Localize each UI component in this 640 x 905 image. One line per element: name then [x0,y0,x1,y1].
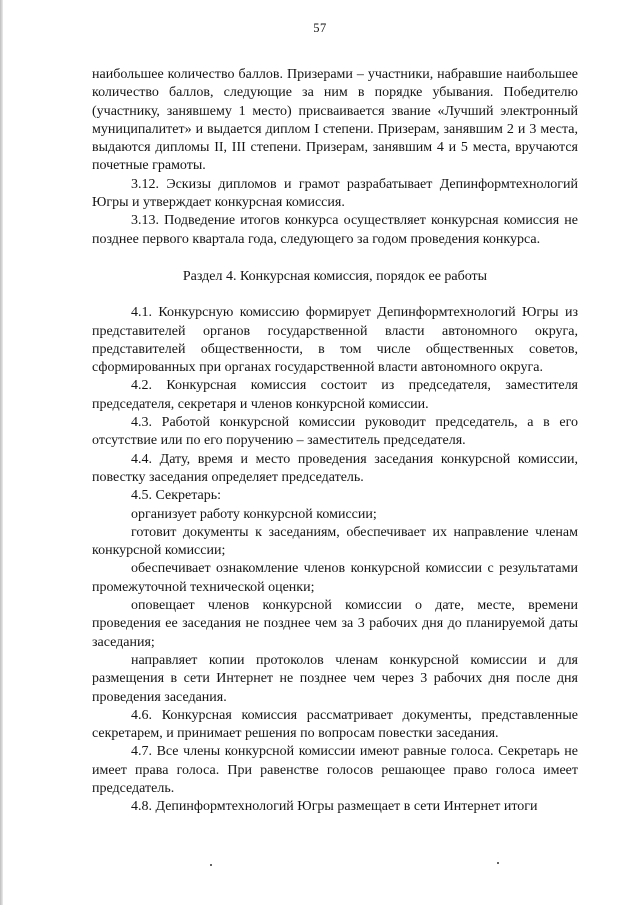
paragraph-4-1: 4.1. Конкурсную комиссию формирует Депинформтехнологий Югры из представителей органов государственной власти автономного округа, представителей общественности, в том числе общественных советов, сформированных при органах государственной власти автономного округа. [92,305,578,376]
paragraph-intro: наибольшее количество баллов. Призерами – участники, набравшие наибольшее количество баллов, следующие за ним в порядке убывания. Победителю (участнику, занявшему 1 место) присваивается звание «Лучший электронный муниципалитет» и выдается диплом I степени. Призерам, занявшим 2 и 3 места, выдаются дипломы II, III степени. Призерам, занявшим 4 и 5 места, вручаются почетные грамоты. [92,67,578,174]
paragraph-4-3: 4.3. Работой конкурсной комиссии руководит председатель, а в его отсутствие или по его поручению – заместитель председателя. [92,415,578,449]
paragraph-4-5-item: организует работу конкурсной комиссии; [131,506,377,522]
paragraph-4-5-item: оповещает членов конкурсной комиссии о дате, месте, времени проведения ее заседания не позднее чем за 3 рабочих дня до планируемой даты заседания; [92,598,578,650]
document-body [92,66,578,817]
paragraph-3-13: 3.13. Подведение итогов конкурса осуществляет конкурсная комиссия не позднее первого квартала года, следующего за годом проведения конкурса. [92,213,578,247]
paragraph-3-12: 3.12. Эскизы дипломов и грамот разрабатывает Депинформтехнологий Югры и утверждает конкурсная комиссия. [92,176,578,211]
paragraph-4-5-item: направляет копии протоколов членам конкурсной комиссии и для размещения в сети Интернет не позднее чем через 3 рабочих дня после дня проведения заседания. [92,652,578,705]
scan-edge [0,0,3,905]
paragraph-4-2: 4.2. Конкурсная комиссия состоит из председателя, заместителя председателя, секретаря и членов конкурсной комиссии. [92,378,578,412]
section-heading: Раздел 4. Конкурсная комиссия, порядок ее работы [182,268,488,284]
scan-speck [210,864,212,866]
page-number: 57 [313,21,327,35]
paragraph-4-7: 4.7. Все члены конкурсной комиссии имеют равные голоса. Секретарь не имеет права голоса. При равенстве голосов решающее право голоса имеет председатель. [92,744,578,796]
paragraph-4-4: 4.4. Дату, время и место проведения заседания конкурсной комиссии, повестку заседания определяет председатель. [92,451,578,485]
paragraph-4-6: 4.6. Конкурсная комиссия рассматривает документы, представленные секретарем, и принимает решения по вопросам повестки заседания. [92,707,578,742]
paragraph-4-5-item: готовит документы к заседаниям, обеспечивает их направление членам конкурсной комиссии; [92,524,578,559]
scan-speck [497,862,499,864]
paragraph-4-5-item: обеспечивает ознакомление членов конкурсной комиссии с результатами промежуточной технической оценки; [92,561,578,595]
paragraph-4-5: 4.5. Секретарь: [131,488,222,504]
paragraph-4-8: 4.8. Депинформтехнологий Югры размещает в сети Интернет итоги [131,799,538,815]
